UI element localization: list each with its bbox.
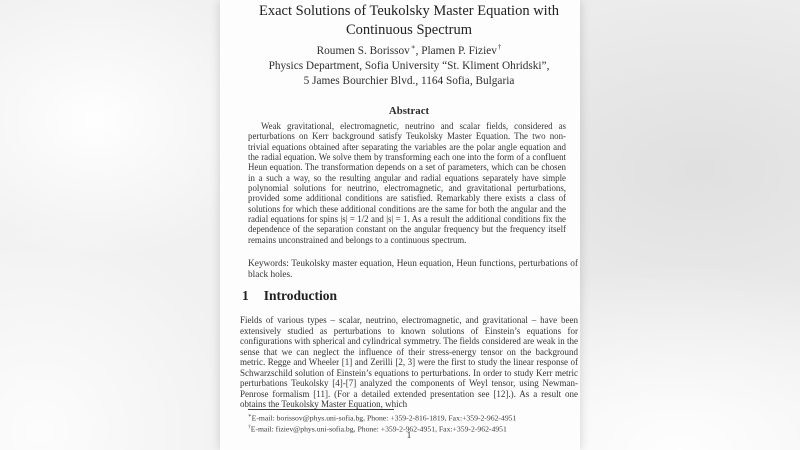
abstract-paragraph: Weak gravitational, electromagnetic, neutrino and scalar fields, considered as perturbations on Kerr background satisfy Teukolsky Master Equation. The two non-trivial equations obtained after separating the variables are the polar angle equation and the radial equation. We solve them by transforming each one into the form of a confluent Heun equation. The transformation depends on a set of parameters, which can be chosen in a such a way, so the resulting angular and radial equations separately have simple polynomial solutions for neutrino, electromagnetic, and gravitational perturbations, provided some additional conditions are satisfied. Remarkably there exists a class of solutions for which these additional conditions are the same for both the angular and the radial equations for spins |s| = 1/2 and |s| = 1. As a result the additional conditions fix the dependence of the separation constant on the angular frequency but the frequency itself remains unconstrained and belongs to a continuous spectrum.	[248, 121, 566, 245]
paper-title: Exact Solutions of Teukolsky Master Equation with Continuous Spectrum	[259, 3, 559, 38]
text-column	[240, 0, 578, 450]
keywords-paragraph: Keywords: Teukolsky master equation, Heun equation, Heun functions, perturbations of black holes.	[248, 259, 578, 280]
footnote-1-text: E-mail: borissov@phys.uni-sofia.bg, Phone: +359-2-816-1819, Fax:+359-2-962-4951	[251, 413, 517, 423]
authors-separator: ,	[415, 44, 422, 57]
authors-block	[240, 40, 578, 89]
page-number: 1	[406, 431, 412, 441]
introduction-paragraph: Fields of various types – scalar, neutrino, electromagnetic, and gravitational – have been extensively studied as perturbations to known solutions of Einstein’s equations for configurations with spherical and cylindrical symmetry. The fields considered are weak in the sense that we can neglect the influence of their stress-energy tensor on the background metric. Regge and Wheeler [1] and Zerilli [2, 3] were the first to study the linear response of Schwarzschild solution of Einstein’s equations to perturbations. In order to study Kerr metric perturbations Teukolsky [4]-[7] analyzed the components of Weyl tensor, using Newman-Penrose formalism [11]. (For a detailed extended presentation see [12].). As a result one obtains the Teukolsky Master Equation, which	[240, 315, 578, 410]
author-2-name: Plamen P. Fiziev	[421, 44, 497, 57]
affiliation-line-2: 5 James Bourchier Blvd., 1164 Sofia, Bulgaria	[303, 74, 515, 87]
footnote-2-mark: †	[248, 423, 251, 430]
footnote-divider	[248, 409, 394, 410]
abstract-heading: Abstract	[388, 105, 430, 117]
affiliation-line-1: Physics Department, Sofia University “St. Kliment Ohridski”,	[268, 59, 550, 72]
author-2-footnote-mark: †	[497, 43, 502, 51]
section-heading	[242, 288, 337, 304]
author-1-footnote-mark: ∗	[410, 43, 416, 51]
authors-line	[240, 40, 578, 59]
author-1-name: Roumen S. Borissov	[316, 44, 410, 57]
footnote-1-mark: ∗	[248, 413, 252, 419]
paper-page	[220, 0, 580, 450]
footnote-1	[248, 412, 574, 423]
footnote-2-text: E-mail: fiziev@phys.uni-sofia.bg, Phone: +359-2-962-4951, Fax:+359-2-962-4951	[250, 424, 507, 434]
section-number: 1	[242, 288, 249, 303]
section-title: Introduction	[263, 288, 338, 303]
